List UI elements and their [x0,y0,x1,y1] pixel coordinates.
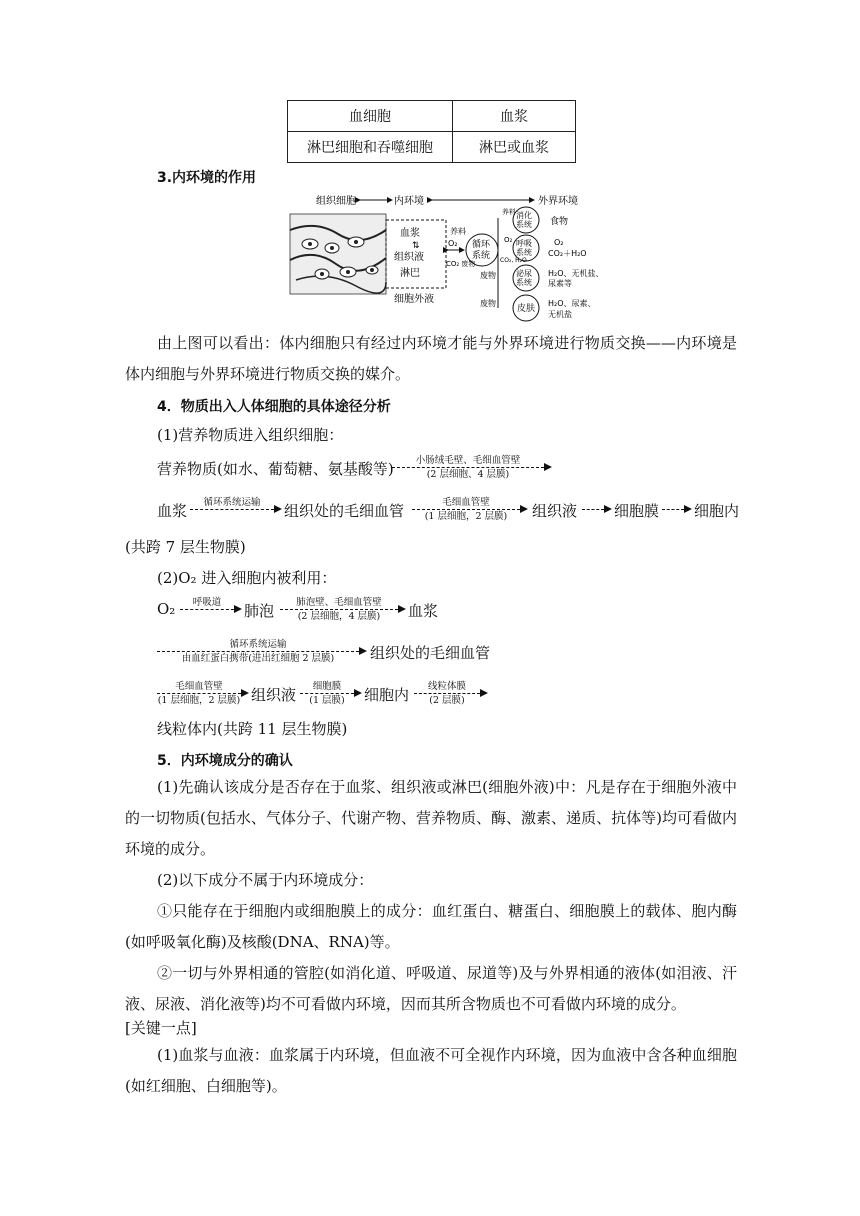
tissue-cells-illustration [290,214,386,294]
label-tissue-cells: 组织细胞 [316,196,356,207]
urinary-system-node [480,265,604,291]
svg-text:O₂: O₂ [504,236,513,244]
table-row [288,101,576,132]
key-point-heading: [关键一点] [125,1019,197,1037]
label-ecf: 细胞外液 [394,294,434,305]
label-food: 食物 [550,217,569,227]
label-circulation-2: 系统 [472,251,491,261]
cell-environment-table [287,100,576,163]
label-circulation-1: 循环 [472,240,491,250]
svg-text:尿素等: 尿素等 [548,279,572,288]
o2-path-capillary: 组织处的毛细血管 [370,644,491,662]
svg-text:养料: 养料 [502,208,516,216]
subheading-oxygen: (2)O₂ 进入细胞内被利用： [157,569,337,587]
svg-text:废物: 废物 [480,299,496,308]
skin-node [480,295,596,321]
table-row [288,132,576,163]
svg-text:⇅: ⇅ [412,241,420,251]
section-5-heading: 5．内环境成分的确认 [157,753,293,769]
digestive-system-node [502,207,568,233]
svg-text:呼吸: 呼吸 [516,239,532,248]
section-5-paragraph-1: (1)先确认该成分是否存在于血浆、组织液或淋巴(细胞外液)中：凡是存在于细胞外液中的一切物质(包括水、气体分子、代谢产物、营养物质、酶、激素、递质、抗体等)均可看做内环境的成分。 [125,778,737,858]
table-cell: 淋巴或血浆 [453,132,576,163]
svg-text:废物: 废物 [480,271,496,280]
o2-path-alveoli: 肺泡 [244,602,275,620]
o2-path-arrow-4: 毛细血管壁 (1 层细胞，2 层膜) [157,678,249,708]
nutrient-path-summary: (共跨 7 层生物膜) [125,538,246,556]
svg-text:系统: 系统 [516,248,532,257]
nutrient-path-arrow-3: 毛细血管壁 (1 层细胞，2 层膜) [412,494,528,524]
o2-path-start: O₂ [157,600,176,618]
nutrient-path-plasma: 血浆 [157,502,188,520]
svg-text:无机盐: 无机盐 [548,310,572,319]
nutrient-path-start: 营养物质(如水、葡萄糖、氨基酸等) [157,460,394,478]
svg-text:CO₂＋H₂O: CO₂＋H₂O [548,249,587,258]
svg-text:CO₂, H₂O: CO₂, H₂O [500,257,527,264]
section-4-heading: 4．物质出入人体细胞的具体途径分析 [157,399,391,415]
conclusion-paragraph: 由上图可以看出：体内细胞只有经过内环境才能与外界环境进行物质交换——内环境是体内细胞与外界环境进行物质交换的媒介。 [125,334,737,383]
label-plasma: 血浆 [400,228,420,239]
nutrient-path-tissue-fluid: 组织液 [532,502,578,520]
svg-text:消化: 消化 [516,211,532,220]
section-3-heading: 3.内环境的作用 [157,170,257,186]
subheading-nutrients: (1)营养物质进入组织细胞： [157,426,344,444]
key-point-paragraph-1: (1)血浆与血液：血浆属于内环境，但血液不可全视作内环境，因为血液中含各种血细胞(如红细胞、白细胞等)。 [125,1046,737,1095]
nutrient-path-arrow-2: 循环系统运输 [190,494,282,524]
nutrient-path-arrow-5 [662,494,692,524]
section-5-paragraph-3: ①只能存在于细胞内或细胞膜上的成分：血红蛋白、糖蛋白、细胞膜上的载体、胞内酶(如呼吸氧化酶)及核酸(DNA、RNA)等。 [125,902,737,951]
o2-path-arrow-5: 细胞膜 (1 层膜) [300,678,362,708]
svg-text:泌尿: 泌尿 [516,269,532,278]
respiratory-system-node [500,235,587,264]
o2-path-arrow-1: 呼吸道 [180,594,242,624]
table-cell: 血浆 [453,101,576,132]
table-cell: 血细胞 [288,101,453,132]
label-external-env: 外界环境 [538,196,578,207]
nutrient-path-intracellular: 细胞内 [694,502,740,520]
o2-path-tissue-fluid: 组织液 [251,686,297,704]
o2-path-summary: 线粒体内(共跨 11 层生物膜) [157,720,348,738]
section-5-paragraph-4: ②一切与外界相通的管腔(如消化道、呼吸道、尿道等)及与外界相通的液体(如泪液、汗液、尿液、消化液等)均不可看做内环境，因而其所含物质也不可看做内环境的成分。 [125,964,737,1013]
nutrient-path-arrow-4 [582,494,612,524]
nutrient-path-capillary: 组织处的毛细血管 [284,502,405,520]
svg-text:系统: 系统 [516,278,532,287]
table-cell: 淋巴细胞和吞噬细胞 [288,132,453,163]
label-co2-waste: CO₂ 废物 [446,260,476,268]
o2-path-plasma: 血浆 [408,602,439,620]
o2-path-intracellular: 细胞内 [364,686,410,704]
o2-path-arrow-3: 循环系统运输 由血红蛋白携带(进出红细胞 2 层膜) [157,636,367,666]
o2-path-arrow-2: 肺泡壁、毛细血管壁 (2 层细胞，4 层膜) [280,594,406,624]
label-tissue-fluid: 组织液 [394,252,424,263]
o2-path-arrow-6: 线粒体膜 (2 层膜) [414,678,488,708]
label-nutrient-left: 养料 [450,227,466,236]
svg-text:H₂O、无机盐、: H₂O、无机盐、 [548,269,604,278]
svg-text:O₂: O₂ [554,238,564,247]
nutrient-path-arrow-1: 小肠绒毛壁、毛细血管壁 (2 层细胞、4 层膜) [392,452,552,482]
label-o2-left: O₂ [448,239,458,248]
svg-text:皮肤: 皮肤 [517,304,536,314]
label-lymph: 淋巴 [400,268,420,279]
svg-text:系统: 系统 [516,220,532,229]
svg-text:H₂O、尿素、: H₂O、尿素、 [548,299,596,308]
section-5-paragraph-2: (2)以下成分不属于内环境成分： [157,871,374,889]
internal-environment-diagram [286,190,626,324]
nutrient-path-membrane: 细胞膜 [614,502,660,520]
label-internal-env: 内环境 [394,196,424,207]
